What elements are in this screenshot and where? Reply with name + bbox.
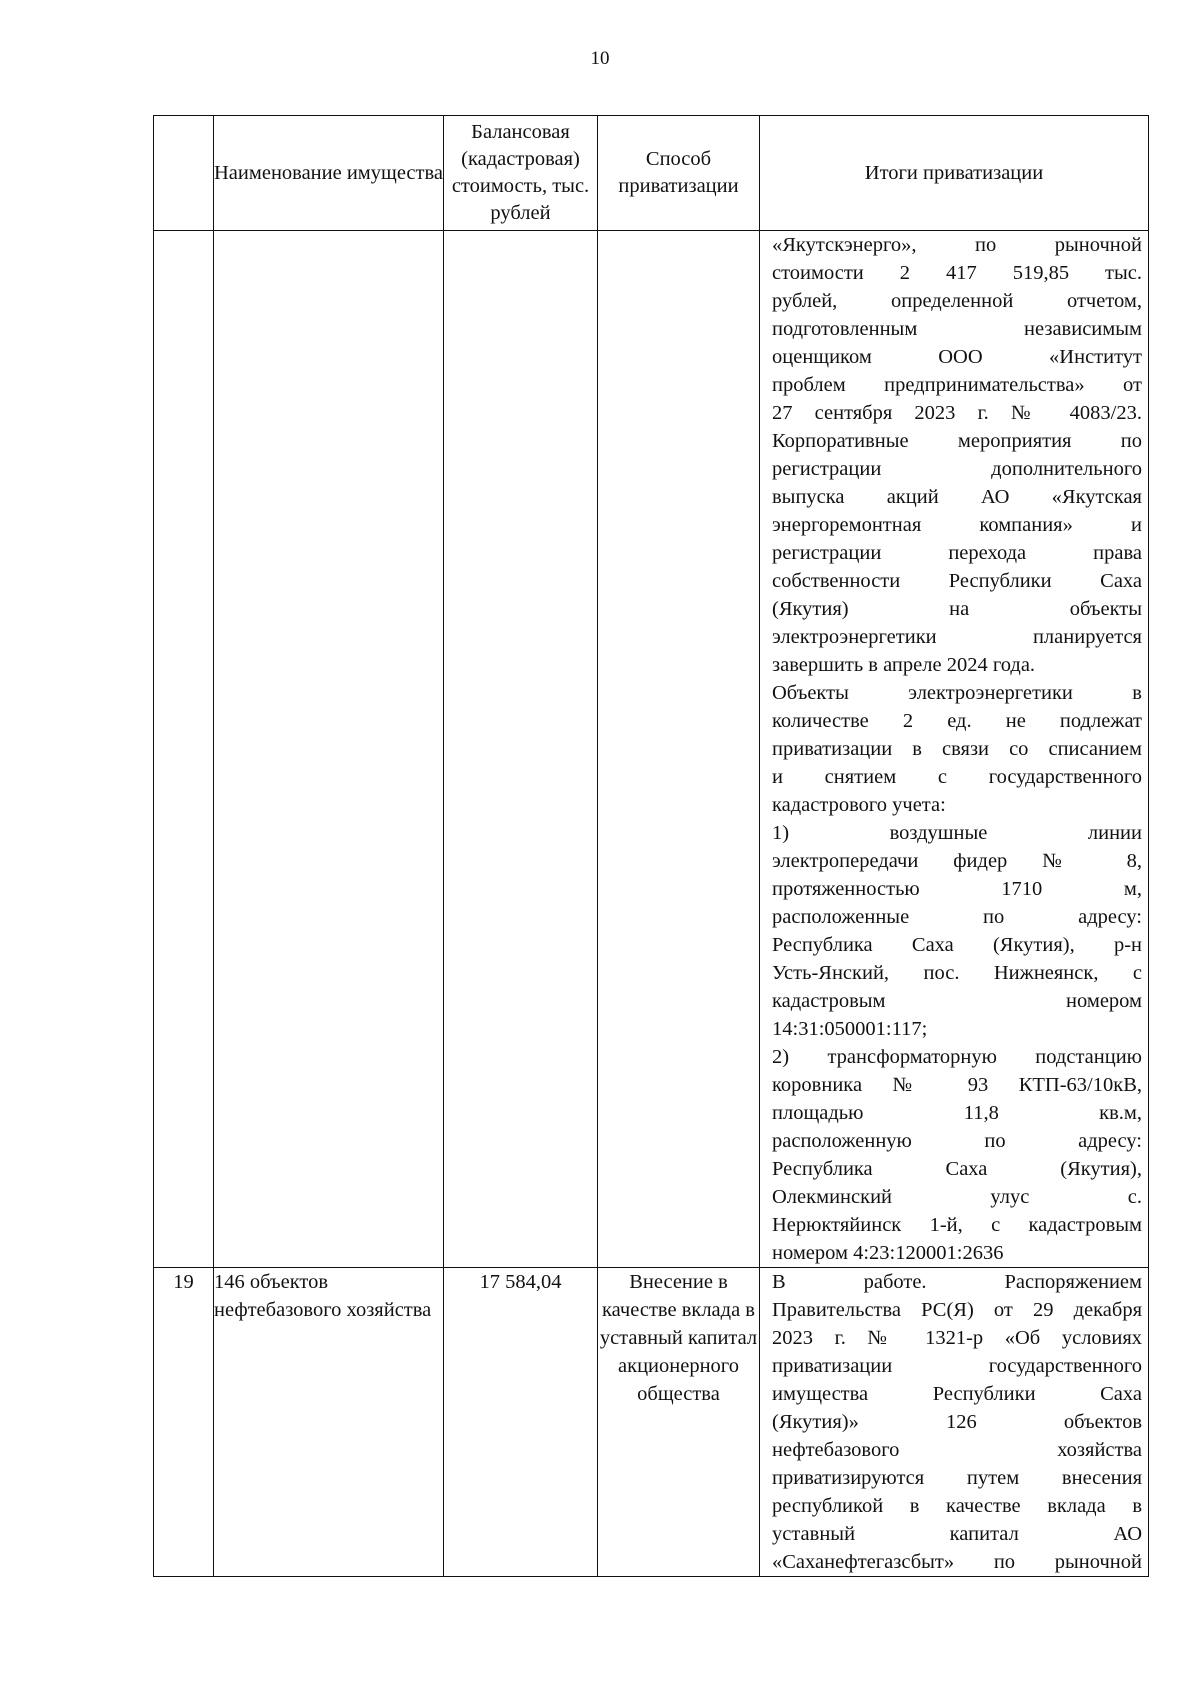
result-line: 2023 г. № 1321-р «Об условиях <box>772 1327 1142 1349</box>
result-line: проблем предпринимательства» от <box>772 374 1142 396</box>
result-line: имущества Республики Саха <box>772 1383 1142 1405</box>
result-line: Правительства РС(Я) от 29 декабря <box>772 1299 1142 1321</box>
result-line: (Якутия)» 126 объектов <box>772 1411 1142 1433</box>
result-line: электроэнергетики планируется <box>772 626 1142 648</box>
result-line: «Саханефтегазсбыт» по рыночной <box>772 1551 1142 1573</box>
result-line: приватизируются путем внесения <box>772 1467 1142 1489</box>
result-line: республикой в качестве вклада в <box>772 1495 1142 1517</box>
result-line: рублей, определенной отчетом, <box>772 290 1142 312</box>
result-line: электропередачи фидер № 8, <box>772 850 1142 872</box>
result-line: энергоремонтная компания» и <box>772 514 1142 536</box>
result-line: протяженностью 1710 м, <box>772 878 1142 900</box>
result-line: расположенную по адресу: <box>772 1130 1142 1152</box>
result-line: уставный капитал АО <box>772 1523 1142 1545</box>
table-row-19 <box>154 1268 1149 1577</box>
result-line: и снятием с государственного <box>772 766 1142 788</box>
table-row-continued <box>154 231 1149 1268</box>
result-line: Нерюктяйинск 1-й, с кадастровым <box>772 1214 1142 1236</box>
cell-method-continued <box>598 231 760 1268</box>
cell-method: Внесение в качестве вклада в уставный капитал акционерного общества <box>598 1268 760 1577</box>
result-line: Республика Саха (Якутия), <box>772 1158 1142 1180</box>
cell-name: 146 объектов нефтебазового хозяйства <box>214 1268 444 1577</box>
result-line: регистрации перехода права <box>772 542 1142 564</box>
header-cost: Балансовая (кадастровая) стоимость, тыс. рублей <box>444 116 598 231</box>
header-result: Итоги приватизации <box>760 116 1149 231</box>
result-line: Усть-Янский, пос. Нижнеянск, с <box>772 962 1142 984</box>
result-line: номером 4:23:120001:2636 <box>772 1242 1004 1264</box>
result-line: Олекминский улус с. <box>772 1186 1142 1208</box>
result-line: «Якутскэнерго», по рыночной <box>772 234 1142 256</box>
table-header-row <box>154 116 1149 231</box>
cell-result-continued <box>760 231 1149 1268</box>
cell-result <box>760 1268 1149 1577</box>
result-line: количестве 2 ед. не подлежат <box>772 710 1142 732</box>
page-number: 10 <box>590 48 610 69</box>
result-line: кадастрового учета: <box>772 794 946 816</box>
cell-cost: 17 584,04 <box>444 1268 598 1577</box>
cell-num-continued <box>154 231 214 1268</box>
result-line: завершить в апреле 2024 года. <box>772 654 1036 676</box>
header-name: Наименование имущества <box>214 116 444 231</box>
result-line: стоимости 2 417 519,85 тыс. <box>772 262 1142 284</box>
result-line: расположенные по адресу: <box>772 906 1142 928</box>
result-line: выпуска акций АО «Якутская <box>772 486 1142 508</box>
header-method: Способ приватизации <box>598 116 760 231</box>
cell-name-continued <box>214 231 444 1268</box>
result-line: 14:31:050001:117; <box>772 1018 928 1040</box>
result-line: приватизации государственного <box>772 1355 1142 1377</box>
result-line: 1) воздушные линии <box>772 822 1142 844</box>
result-line: Корпоративные мероприятия по <box>772 430 1142 452</box>
result-line: нефтебазового хозяйства <box>772 1439 1142 1461</box>
header-num <box>154 116 214 231</box>
cell-num: 19 <box>154 1268 214 1577</box>
result-line: приватизации в связи со списанием <box>772 738 1142 760</box>
result-line: оценщиком ООО «Институт <box>772 346 1142 368</box>
result-line: площадью 11,8 кв.м, <box>772 1102 1142 1124</box>
result-line: (Якутия) на объекты <box>772 598 1142 620</box>
result-line: кадастровым номером <box>772 990 1142 1012</box>
result-line: Республика Саха (Якутия), р-н <box>772 934 1142 956</box>
result-line: подготовленным независимым <box>772 318 1142 340</box>
result-line: собственности Республики Саха <box>772 570 1142 592</box>
result-line: 2) трансформаторную подстанцию <box>772 1046 1142 1068</box>
result-text-19 <box>760 1268 1148 1576</box>
cell-cost-continued <box>444 231 598 1268</box>
privatization-table <box>153 115 1149 1577</box>
result-line: 27 сентября 2023 г. № 4083/23. <box>772 402 1142 424</box>
result-line: Объекты электроэнергетики в <box>772 682 1142 704</box>
result-line: В работе. Распоряжением <box>772 1271 1142 1293</box>
result-line: регистрации дополнительного <box>772 458 1142 480</box>
result-text-continued <box>760 231 1148 1267</box>
result-line: коровника № 93 КТП-63/10кВ, <box>772 1074 1142 1096</box>
